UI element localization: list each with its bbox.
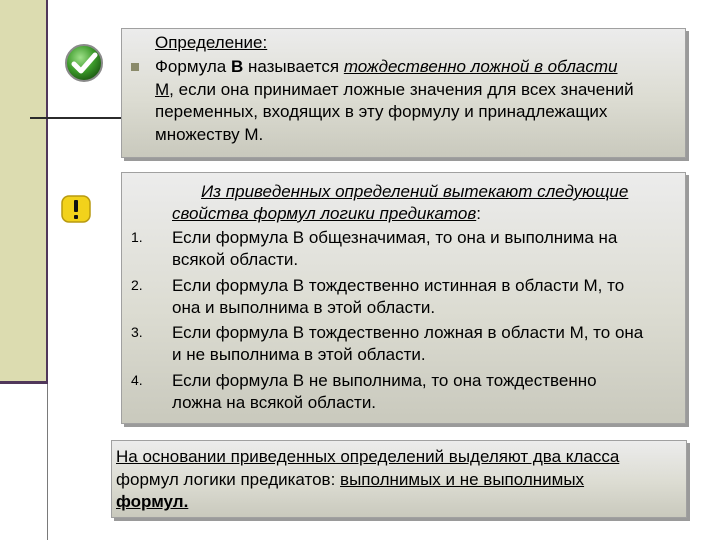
text-segment: свойства формул логики предикатов bbox=[172, 204, 477, 223]
list-item-3-line-1: Если формула B тождественно ложная в области M, то она bbox=[172, 323, 644, 342]
definition-line-4: множеству M. bbox=[155, 125, 264, 144]
conclusion-line-3: формул. bbox=[116, 492, 189, 511]
definition-line-3: переменных, входящих в эту формулу и принадлежащих bbox=[155, 102, 608, 121]
list-item-4-line-1: Если формула B не выполнима, то она тождественно bbox=[172, 371, 597, 390]
text-segment: называется bbox=[243, 57, 344, 76]
text-segment: выполнимых и не выполнимых bbox=[340, 470, 585, 489]
definition-heading: Определение: bbox=[155, 33, 268, 52]
text-segment: , если она принимает ложные значения для всех значений bbox=[169, 80, 634, 99]
set-symbol: M bbox=[155, 80, 170, 99]
text-segment: Формула bbox=[155, 57, 231, 76]
properties-intro-line-1: Из приведенных определений вытекают следующие bbox=[201, 182, 629, 201]
list-number: 1. bbox=[131, 229, 143, 245]
list-number: 4. bbox=[131, 372, 143, 388]
left-decor-line bbox=[0, 381, 48, 384]
list-number: 2. bbox=[131, 277, 143, 293]
exclamation-icon bbox=[60, 194, 92, 224]
checkmark-icon bbox=[64, 43, 104, 83]
definition-line-2 bbox=[155, 79, 634, 100]
bullet-square-icon bbox=[131, 63, 139, 71]
text-segment: формул логики предикатов: bbox=[116, 470, 341, 489]
defined-term: тождественно ложной в области bbox=[343, 57, 618, 76]
list-item-2-line-1: Если формула B тождественно истинная в области M, то bbox=[172, 276, 625, 295]
left-decor-strip bbox=[0, 0, 48, 384]
vertical-rule bbox=[47, 384, 48, 540]
text-segment: : bbox=[476, 204, 481, 223]
list-item-4-line-2: ложна на всякой области. bbox=[172, 393, 377, 412]
definition-line-1 bbox=[155, 56, 618, 77]
horizontal-rule bbox=[30, 117, 122, 119]
list-item-1-line-2: всякой области. bbox=[172, 250, 299, 269]
list-item-1-line-1: Если формула B общезначимая, то она и выполнима на bbox=[172, 228, 618, 247]
conclusion-line-1: На основании приведенных определений выделяют два класса bbox=[116, 447, 620, 466]
properties-intro-line-2 bbox=[172, 203, 481, 224]
list-item-2-line-2: она и выполнима в этой области. bbox=[172, 298, 436, 317]
formula-symbol: B bbox=[230, 57, 244, 76]
list-number: 3. bbox=[131, 324, 143, 340]
conclusion-line-2 bbox=[116, 469, 584, 490]
list-item-3-line-2: и не выполнима в этой области. bbox=[172, 345, 426, 364]
